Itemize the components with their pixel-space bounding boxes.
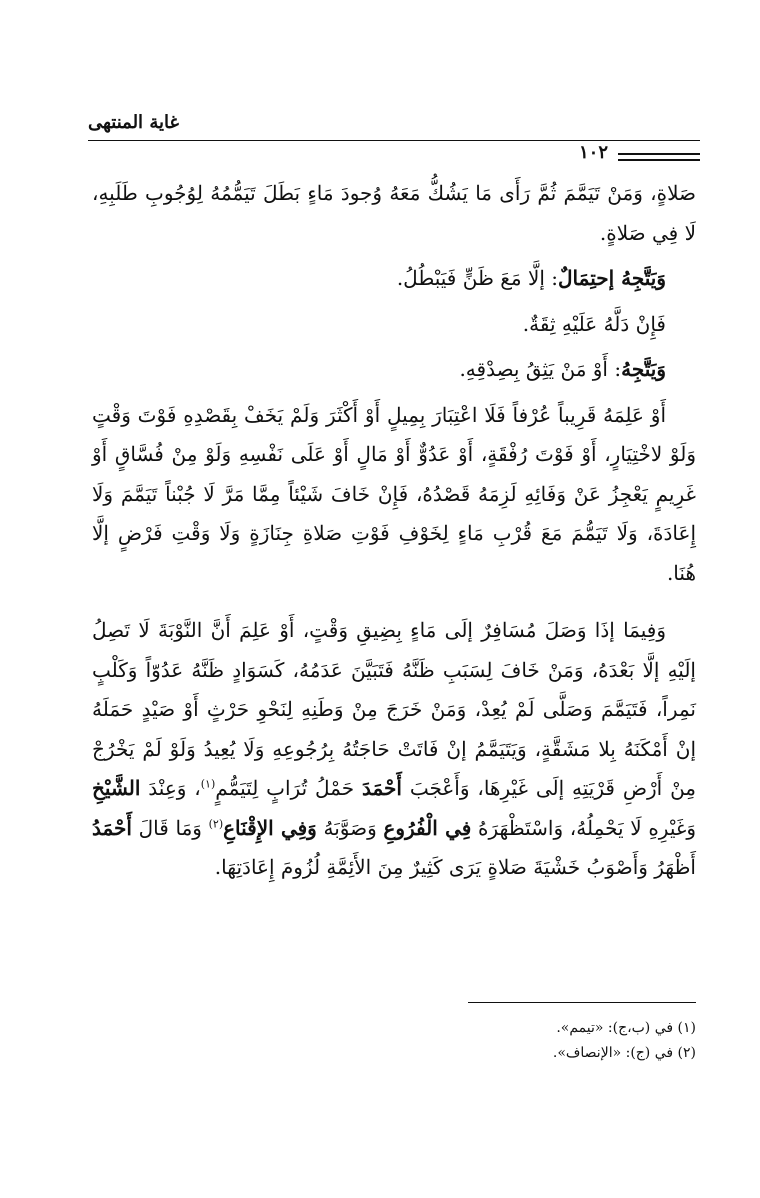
bold-term: وَيَتَّجِهُ إحتِمَالٌ — [558, 266, 666, 290]
paragraph-text: : أَوْ مَنْ يَثِقُ بِصِدْقِهِ. — [459, 357, 622, 381]
paragraph-text: : إلَّا مَعَ ظَنٍّ فَيَبْطُلُ. — [396, 266, 558, 290]
paragraph-text: ، وَعِنْدَ — [140, 776, 201, 800]
main-text — [92, 174, 696, 888]
page-number: ١٠٢ — [578, 142, 608, 163]
bold-book: فِي الْفُرُوعِ — [383, 815, 472, 840]
bold-name: الشَّيْخِ — [92, 776, 141, 800]
paragraph-text: حَمْلُ تُرَابٍ لِتَيَمُّمٍ — [215, 776, 362, 800]
bold-book: وَفِي الإِقْنَاعِ — [223, 815, 317, 840]
running-title: غاية المنتهى — [88, 112, 179, 133]
footnote-ref: (١) — [200, 777, 216, 791]
footnote: (٢) في (ج): «الإنصاف». — [552, 1045, 696, 1061]
footnote-separator — [468, 1002, 696, 1003]
footnote-ref: (٢) — [208, 816, 224, 830]
paragraph-text: وَغَيْرِهِ لَا يَحْمِلُهُ، وَاسْتَظْهَرَهُ — [471, 815, 696, 840]
paragraph: صَلاةٍ، وَمَنْ تَيَمَّمَ ثُمَّ رَأَى مَا يَشُكُّ مَعَهُ وُجودَ مَاءٍ بَطَلَ تَيَمُّمُهُ لِوُجُوبِ طَلَبِهِ، لَا فِي صَلاةٍ. — [92, 181, 696, 245]
page-header — [88, 112, 700, 164]
paragraph: أَوْ عَلِمَهُ قَرِيباً عُرْفاً فَلَا اعْتِبَارَ بِمِيلٍ أَوْ أَكْثَرَ وَلَمْ يَخَفْ بِقَصْدِهِ فَوْتَ وَقْتٍ وَلَوْ لاخْتِيَارٍ، أَوْ فَوْتَ رُفْقَةٍ، أَوْ عَدُوٌّ أَوْ مَالٍ أَوْ عَلَى نَفْسِهِ وَلَوْ مِنْ فُسَّاقٍ أَوْ غَرِيمٍ يَعْجِزُ عَنْ وَفَائِهِ لَزِمَهُ قَصْدُهُ، فَإِنْ خَافَ شَيْئاً مِمَّا مَرَّ لَا جُبْناً تَيَمَّمَ وَلَا إِعَادَةَ، وَلَا تَيَمُّمَ مَعَ قُرْبِ مَاءٍ لِخَوْفِ فَوْتِ صَلاةِ جِنَازَةٍ وَلَا وَقْتِ فَرْضٍ إلَّا هُنَا. — [92, 402, 696, 585]
paragraph-text: أَظْهَرُ وَأَصْوَبُ خَشْيَةَ صَلاةٍ يَرَى كَثِيرٌ مِنَ الأَئِمَّةِ لُزُومَ إِعَادَتِهَا. — [214, 855, 696, 879]
footnote: (١) في (ب،ج): «تيمم». — [556, 1020, 696, 1036]
paragraph-text: وَمَا قَالَ — [131, 815, 209, 840]
header-rule — [88, 140, 700, 141]
page-number-ornament — [618, 153, 700, 155]
paragraph — [92, 350, 696, 390]
page-number-ornament — [618, 159, 700, 161]
paragraph: فَإِنْ دَلَّهُ عَلَيْهِ ثِقَةٌ. — [522, 311, 666, 336]
bold-term: وَيَتَّجِهُ — [621, 357, 666, 381]
paragraph — [92, 259, 696, 299]
paragraph-text: وَفِيمَا إذَا وَصَلَ مُسَافِرٌ إلَى مَاءٍ بِضِيقِ وَقْتٍ، أَوْ عَلِمَ أَنَّ النَّوْبَةَ لَا تَصِلُ إلَيْهِ إلَّا بَعْدَهُ، وَمَنْ خَافَ لِسَبَبِ ظَنَّهُ فَتَبَيَّنَ عَدَمُهُ، كَسَوَادٍ ظَنَّهُ عَدُوّاً وَكَلْبٍ نَمِراً، فَتَيَمَّمَ وَصَلَّى لَمْ يُعِدْ، وَمَنْ خَرَجَ مِنْ وَطَنِهِ لِنَحْوِ حَرْثٍ أَوْ صَيْدٍ حَمَلَهُ إنْ أَمْكَنَهُ بِلا مَشَقَّةٍ، وَيَتَيَمَّمُ إنْ فَاتَتْ حَاجَتُهُ بِرُجُوعِهِ وَلَا يُعِيدُ وَلَوْ لَمْ يَخْرُجْ مِنْ أَرْضِ قَرْيَتِهِ إلَى غَيْرِهَا، وَأَعْجَبَ — [92, 618, 697, 800]
paragraph-text: وَصَوَّبَهُ — [316, 815, 384, 840]
paragraph — [92, 611, 696, 888]
bold-name: أَحْمَدُ — [92, 815, 132, 840]
bold-name: أَحْمَدَ — [361, 776, 402, 800]
footnotes — [296, 1016, 696, 1066]
